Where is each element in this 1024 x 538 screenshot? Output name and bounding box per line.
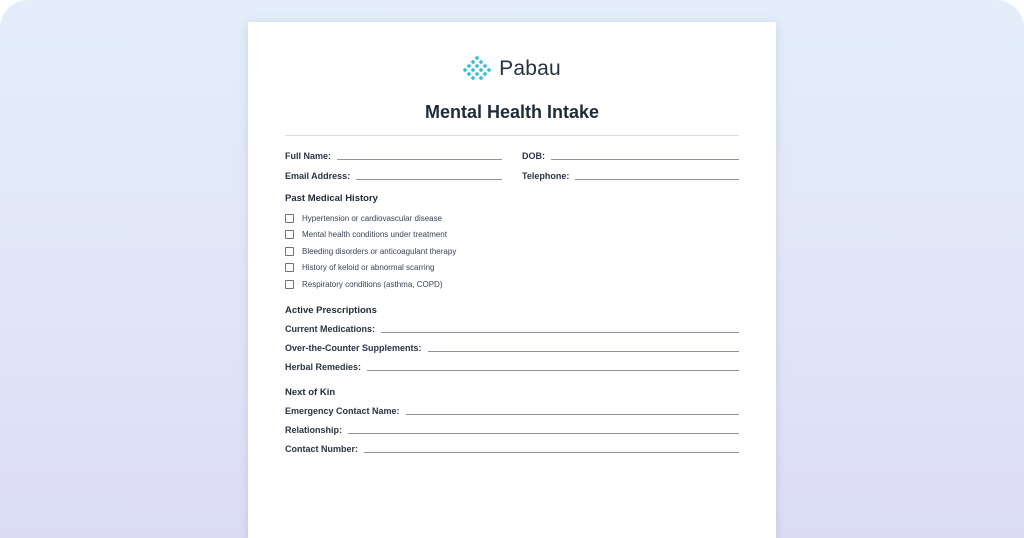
dob-label: DOB: <box>522 151 545 161</box>
active-prescriptions-heading: Active Prescriptions <box>285 305 377 316</box>
current-medications-label: Current Medications: <box>285 324 376 334</box>
telephone-label: Telephone: <box>522 171 570 181</box>
brand-header <box>248 56 776 82</box>
history-option[interactable] <box>285 278 443 290</box>
checkbox[interactable] <box>285 247 294 256</box>
history-option[interactable] <box>285 261 435 273</box>
contact-number-field[interactable] <box>285 444 739 456</box>
email-field[interactable] <box>285 171 502 183</box>
pabau-logo-icon <box>463 56 491 82</box>
checkbox[interactable] <box>285 280 294 289</box>
current-medications-line[interactable] <box>381 332 739 333</box>
relationship-field[interactable] <box>285 425 739 437</box>
past-medical-history-heading: Past Medical History <box>285 193 378 204</box>
intake-form-sheet <box>248 22 776 538</box>
otc-supplements-label: Over-the-Counter Supplements: <box>285 343 422 353</box>
contact-number-label: Contact Number: <box>285 444 359 454</box>
full-name-field[interactable] <box>285 151 502 163</box>
emergency-contact-name-line[interactable] <box>406 414 739 415</box>
title-divider <box>285 135 739 136</box>
history-option[interactable] <box>285 212 442 224</box>
checkbox[interactable] <box>285 263 294 272</box>
history-option-label: Hypertension or cardiovascular disease <box>302 213 443 223</box>
checkbox[interactable] <box>285 214 294 223</box>
dob-line[interactable] <box>551 159 739 160</box>
brand-name: Pabau <box>499 57 561 80</box>
herbal-remedies-field[interactable] <box>285 362 739 374</box>
history-option-label: Bleeding disorders or anticoagulant therapy <box>302 246 457 256</box>
emergency-contact-name-label: Emergency Contact Name: <box>285 406 400 416</box>
telephone-line[interactable] <box>575 179 739 180</box>
relationship-line[interactable] <box>348 433 739 434</box>
full-name-line[interactable] <box>337 159 502 160</box>
telephone-field[interactable] <box>522 171 739 183</box>
otc-supplements-line[interactable] <box>428 351 739 352</box>
emergency-contact-name-field[interactable] <box>285 406 739 418</box>
herbal-remedies-line[interactable] <box>367 370 739 371</box>
full-name-label: Full Name: <box>285 151 332 161</box>
current-medications-field[interactable] <box>285 324 739 336</box>
history-option-label: History of keloid or abnormal scarring <box>302 262 435 272</box>
history-option-label: Respiratory conditions (asthma, COPD) <box>302 279 443 289</box>
dob-field[interactable] <box>522 151 739 163</box>
otc-supplements-field[interactable] <box>285 343 739 355</box>
relationship-label: Relationship: <box>285 425 343 435</box>
checkbox[interactable] <box>285 230 294 239</box>
history-option[interactable] <box>285 245 456 257</box>
contact-number-line[interactable] <box>364 452 739 453</box>
email-line[interactable] <box>356 179 502 180</box>
history-option-label: Mental health conditions under treatment <box>302 229 447 239</box>
email-label: Email Address: <box>285 171 351 181</box>
next-of-kin-heading: Next of Kin <box>285 387 336 398</box>
form-title: Mental Health Intake <box>424 102 600 122</box>
herbal-remedies-label: Herbal Remedies: <box>285 362 362 372</box>
history-option[interactable] <box>285 228 447 240</box>
